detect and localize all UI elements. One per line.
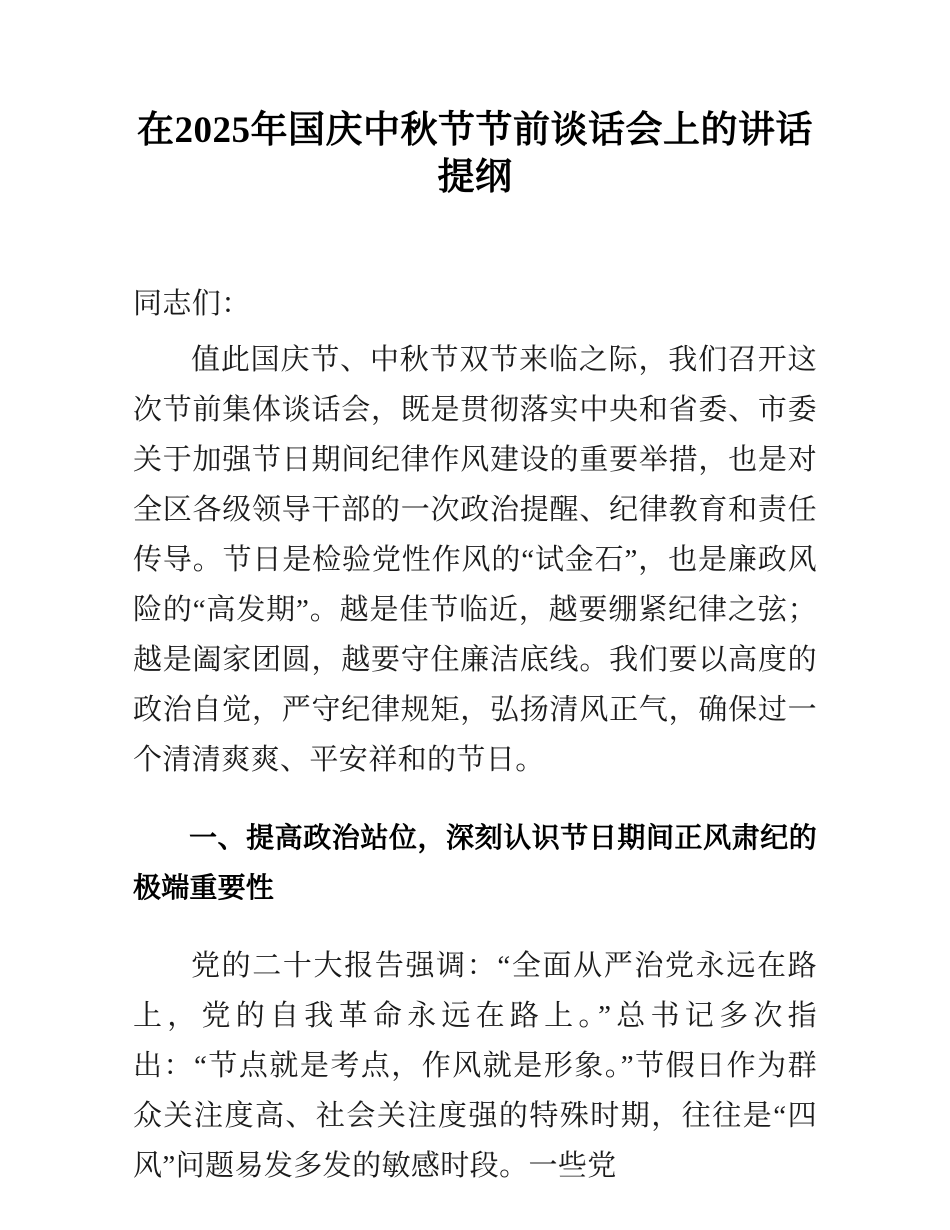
page-title: 在2025年国庆中秋节节前谈话会上的讲话提纲 — [137, 110, 813, 198]
section-1-paragraph-1: 党的二十大报告强调：“全面从严治党永远在路上，党的自我革命永远在路上。”总书记多次指出：“节点就是考点，作风就是形象。”节假日作为群众关注度高、社会关注度强的特殊时期，往往是“四风”问题易发多发的敏感时段。一些党 — [133, 950, 817, 1182]
intro-paragraph: 值此国庆节、中秋节双节来临之际，我们召开这次节前集体谈话会，既是贯彻落实中央和省委、市委关于加强节日期间纪律作风建设的重要举措，也是对全区各级领导干部的一次政治提醒、纪律教育和责任传导。节日是检验党性作风的“试金石”，也是廉政风险的“高发期”。越是佳节临近，越要绷紧纪律之弦；越是阖家团圆，越要守住廉洁底线。我们要以高度的政治自觉，严守纪律规矩，弘扬清风正气，确保过一个清清爽爽、平安祥和的节日。 — [133, 344, 817, 776]
salutation-line: 同志们： — [133, 288, 251, 320]
section-heading-1: 一、提高政治站位，深刻认识节日期间正风肃纪的极端重要性 — [133, 822, 817, 903]
document-content-column — [133, 0, 817, 1191]
